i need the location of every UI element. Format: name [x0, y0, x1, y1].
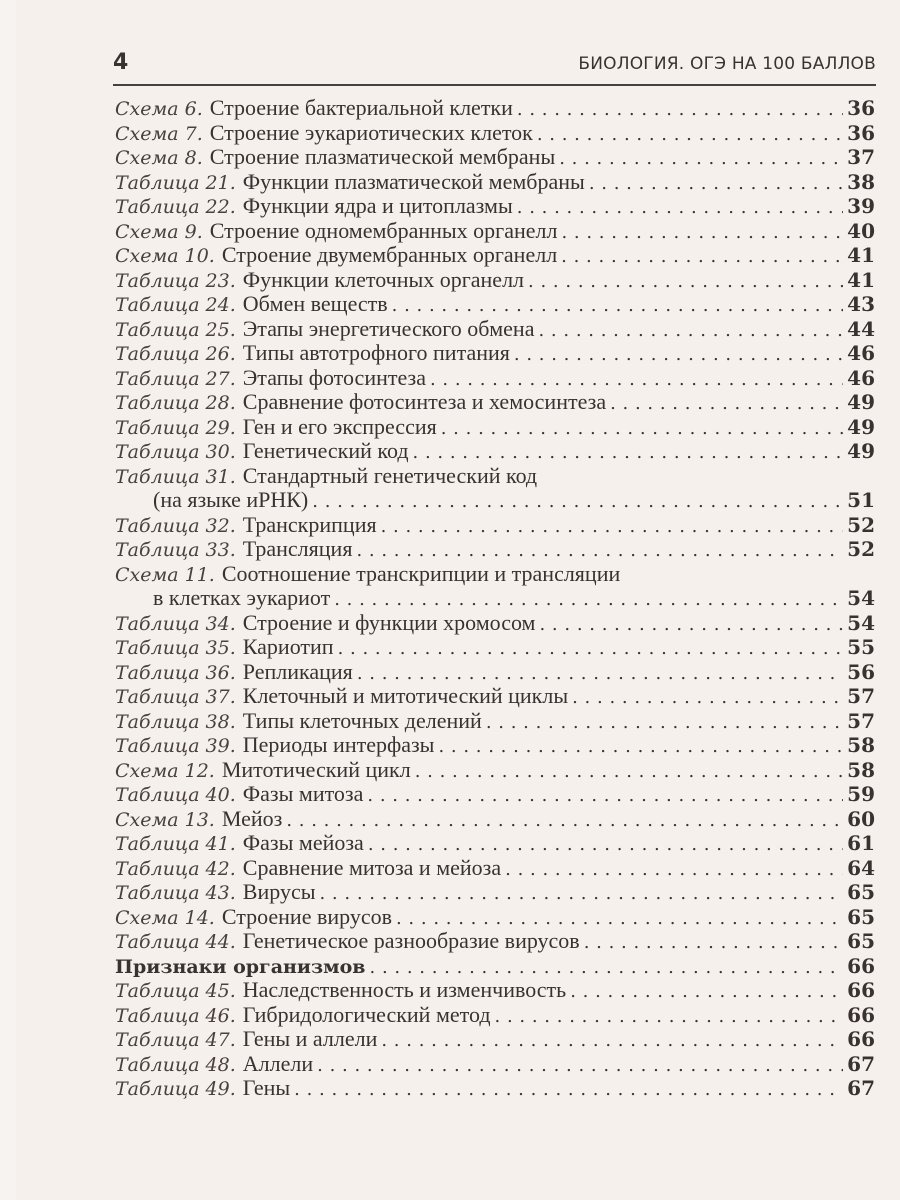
toc-entry[interactable]: [115, 121, 875, 146]
toc-page-number: 40: [847, 218, 875, 243]
toc-entry[interactable]: [115, 905, 875, 930]
dot-leader: [517, 98, 843, 123]
toc-page-number: 46: [847, 341, 875, 365]
toc-entry-kind: Таблица 43.: [115, 882, 236, 904]
toc-entry[interactable]: [115, 96, 875, 121]
dot-leader: [338, 637, 844, 662]
toc-entry-kind: Таблица 44.: [115, 931, 236, 953]
toc-entry-kind: Таблица 25.: [115, 318, 236, 341]
dot-leader: [413, 441, 844, 466]
dot-leader: [438, 735, 843, 760]
toc-entry-kind: Схема 12.: [115, 759, 215, 782]
dot-leader: [538, 319, 843, 344]
dot-leader: [356, 539, 843, 564]
toc-page-number: 58: [847, 757, 875, 782]
toc-entry-kind: Схема 10.: [115, 245, 215, 267]
toc-entry-title: Гибридологический метод: [242, 1001, 491, 1027]
toc-entry-kind: Таблица 33.: [115, 539, 236, 561]
toc-entry[interactable]: [115, 684, 875, 709]
toc-page-number: 37: [847, 145, 875, 169]
toc-entry-title: Этапы энергетического обмена: [242, 315, 535, 341]
toc-entry[interactable]: [115, 611, 875, 636]
toc-entry[interactable]: [115, 880, 875, 905]
toc-entry-title: Соотношение транскрипции и трансляции: [221, 560, 621, 586]
toc-entry-kind: Таблица 29.: [115, 416, 236, 439]
toc-page-number: 59: [847, 782, 875, 806]
toc-page-number: 57: [847, 684, 875, 708]
toc-entry-kind: Таблица 34.: [115, 612, 236, 635]
toc-page-number: 67: [847, 1076, 875, 1100]
dot-leader: [441, 417, 843, 442]
toc-entry[interactable]: [115, 562, 875, 611]
dot-leader: [589, 172, 843, 197]
toc-page-number: 36: [847, 96, 875, 120]
toc-entry[interactable]: [115, 243, 875, 268]
toc-page-number: 41: [847, 267, 875, 292]
toc-entry-title: Фазы мейоза: [242, 830, 364, 855]
toc-page-number: 43: [847, 292, 875, 316]
toc-page-number: 49: [847, 414, 875, 439]
toc-entry-title: Строение вирусов: [221, 903, 392, 929]
dot-leader: [392, 294, 844, 319]
toc-entry-title: Сравнение фотосинтеза и хемосинтеза: [242, 389, 607, 414]
toc-entry-title: Митотический цикл: [221, 756, 411, 782]
toc-entry-kind: Таблица 21.: [115, 171, 236, 194]
toc-entry-kind: Таблица 39.: [115, 735, 236, 757]
toc-entry-kind: Схема 14.: [115, 906, 215, 929]
toc-entry-title: Генетическое разнообразие вирусов: [242, 928, 580, 953]
toc-page-number: 65: [847, 904, 875, 929]
toc-entry[interactable]: [115, 366, 875, 391]
toc-entry-line: [115, 464, 875, 489]
toc-entry[interactable]: [115, 782, 875, 807]
toc-entry-title: Аллели: [242, 1050, 314, 1076]
toc-page-number: 58: [847, 733, 875, 757]
dot-leader: [561, 245, 843, 270]
dot-leader: [381, 1029, 843, 1054]
toc-entry-kind: Таблица 35.: [115, 637, 236, 659]
dot-leader: [317, 1054, 843, 1079]
toc-page-number: 65: [847, 929, 875, 953]
dot-leader: [312, 490, 843, 515]
toc-entry[interactable]: [115, 145, 875, 170]
toc-page-number: 61: [847, 831, 875, 855]
toc-entry-title: Репликация: [242, 658, 353, 684]
toc-entry[interactable]: [115, 1027, 875, 1052]
toc-entry-line: [115, 562, 875, 587]
toc-entry-title: Фазы митоза: [242, 781, 364, 806]
toc-entry[interactable]: [115, 1076, 875, 1101]
toc-page-number: 66: [847, 978, 875, 1002]
toc-page-number: 41: [847, 243, 875, 267]
toc-entry-kind: Таблица 32.: [115, 514, 236, 537]
toc-entry-kind: Таблица 49.: [115, 1078, 236, 1100]
toc-entry[interactable]: [115, 733, 875, 758]
toc-page-number: 44: [847, 316, 875, 341]
toc-entry-kind: Таблица 37.: [115, 686, 236, 708]
toc-entry-title: Строение бактериальной клетки: [209, 95, 513, 120]
toc-entry-kind: Схема 11.: [115, 563, 215, 586]
dot-leader: [294, 1078, 843, 1103]
toc-entry-kind: Таблица 31.: [115, 465, 236, 488]
toc-entry-title: Периоды интерфазы: [242, 732, 435, 757]
dot-leader: [486, 711, 843, 736]
toc-entry[interactable]: [115, 341, 875, 366]
toc-entry-line-continuation: [115, 586, 875, 611]
toc-page-number: 52: [847, 512, 875, 537]
toc-entry[interactable]: [115, 758, 875, 783]
toc-entry[interactable]: [115, 709, 875, 734]
toc-entry-title: Признаки организмов: [115, 955, 366, 978]
toc-page-number: 36: [847, 120, 875, 145]
dot-leader: [517, 196, 843, 221]
dot-leader: [514, 343, 843, 368]
toc-entry-kind: Таблица 48.: [115, 1053, 236, 1076]
dot-leader: [610, 392, 843, 417]
dot-leader: [368, 833, 843, 858]
toc-entry[interactable]: [115, 219, 875, 244]
toc-entry-kind: Схема 9.: [115, 220, 203, 243]
toc-entry[interactable]: [115, 978, 875, 1003]
toc-entry-kind: Таблица 24.: [115, 294, 236, 316]
toc-page-number: 56: [847, 659, 875, 684]
toc-entry-title: Генетический код: [242, 438, 409, 463]
toc-entry[interactable]: [115, 268, 875, 293]
toc-page-number: 67: [847, 1051, 875, 1076]
dot-leader: [559, 147, 843, 172]
table-of-contents: [115, 96, 875, 1101]
toc-entry[interactable]: [115, 439, 875, 464]
header-rule: [113, 84, 876, 86]
toc-entry[interactable]: [115, 807, 875, 832]
dot-leader: [415, 760, 843, 785]
toc-entry-title-continuation: (на языке иРНК): [153, 487, 309, 512]
toc-entry-kind: Таблица 30.: [115, 441, 236, 463]
toc-page-number: 64: [847, 855, 875, 880]
toc-entry-title: Наследственность и изменчивость: [242, 977, 567, 1002]
toc-entry-line-continuation: [115, 488, 875, 513]
dot-leader: [572, 686, 843, 711]
dot-leader: [319, 882, 843, 907]
toc-entry-kind: Таблица 27.: [115, 367, 236, 390]
toc-page-number: 46: [847, 365, 875, 390]
dot-leader: [539, 613, 843, 638]
toc-entry[interactable]: [115, 856, 875, 881]
toc-entry-title: Транскрипция: [242, 511, 377, 537]
toc-entry-kind: Таблица 26.: [115, 343, 236, 365]
toc-entry-title: Строение одномембранных органелл: [209, 217, 558, 243]
page-number: 4: [113, 50, 129, 75]
dot-leader: [570, 980, 843, 1005]
dot-leader: [584, 931, 843, 956]
toc-entry-kind: Таблица 28.: [115, 392, 236, 414]
toc-entry-title: Функции ядра и цитоплазмы: [242, 193, 513, 218]
toc-entry-title: Строение плазматической мембраны: [209, 144, 556, 169]
toc-entry-kind: Таблица 36.: [115, 661, 236, 684]
toc-entry-title: Трансляция: [242, 536, 353, 561]
dot-leader: [367, 784, 843, 809]
dot-leader: [505, 858, 843, 883]
toc-entry[interactable]: [115, 464, 875, 513]
toc-page-number: 54: [847, 610, 875, 635]
toc-entry-kind: Таблица 40.: [115, 784, 236, 806]
toc-entry[interactable]: [115, 929, 875, 954]
toc-entry-kind: Схема 13.: [115, 808, 215, 831]
toc-entry-kind: Таблица 23.: [115, 269, 236, 292]
toc-entry-kind: Таблица 38.: [115, 710, 236, 733]
dot-leader: [528, 270, 843, 295]
toc-entry[interactable]: [115, 1052, 875, 1077]
toc-entry-kind: Схема 7.: [115, 122, 203, 145]
toc-entry-title-continuation: в клетках эукариот: [153, 585, 331, 610]
toc-entry-title: Обмен веществ: [242, 291, 388, 316]
toc-entry-kind: Таблица 22.: [115, 196, 236, 218]
dot-leader: [334, 588, 843, 613]
toc-entry-title: Функции клеточных органелл: [242, 266, 525, 292]
toc-entry-title: Клеточный и митотический циклы: [242, 683, 569, 708]
toc-page-number: 51: [847, 488, 875, 512]
toc-entry[interactable]: [115, 660, 875, 685]
toc-entry[interactable]: [115, 537, 875, 562]
running-title: БИОЛОГИЯ. ОГЭ НА 100 БАЛЛОВ: [578, 54, 876, 74]
toc-entry[interactable]: [115, 635, 875, 660]
toc-entry[interactable]: [115, 1003, 875, 1028]
toc-entry-title: Сравнение митоза и мейоза: [242, 854, 502, 880]
toc-entry[interactable]: [115, 170, 875, 195]
toc-page-number: 38: [847, 169, 875, 194]
toc-entry-title: Гены: [242, 1075, 291, 1100]
toc-entry-title: Ген и его экспрессия: [242, 413, 437, 439]
toc-entry[interactable]: [115, 831, 875, 856]
toc-page-number: 52: [847, 537, 875, 561]
toc-entry-title: Стандартный генетический код: [242, 462, 538, 488]
toc-entry-kind: Таблица 46.: [115, 1004, 236, 1027]
toc-page-number: 66: [847, 1002, 875, 1027]
page-header: [113, 50, 876, 78]
toc-entry-title: Типы клеточных делений: [242, 707, 482, 733]
toc-entry-title: Строение и функции хромосом: [242, 609, 536, 635]
toc-entry-kind: Таблица 41.: [115, 833, 236, 855]
dot-leader: [537, 123, 843, 148]
toc-entry-title: Кариотип: [242, 634, 334, 659]
toc-entry[interactable]: [115, 194, 875, 219]
page-edge: [0, 0, 17, 1200]
toc-entry-kind: Схема 8.: [115, 147, 203, 169]
toc-entry-kind: Схема 6.: [115, 98, 203, 120]
toc-entry[interactable]: [115, 513, 875, 538]
toc-page-number: 55: [847, 635, 875, 659]
toc-entry-title: Строение двумембранных органелл: [221, 242, 558, 267]
toc-entry-title: Гены и аллели: [242, 1026, 378, 1051]
toc-page-number: 54: [847, 586, 875, 610]
toc-entry[interactable]: [115, 390, 875, 415]
toc-entry[interactable]: [115, 415, 875, 440]
toc-entry-kind: Таблица 45.: [115, 980, 236, 1002]
toc-page-number: 57: [847, 708, 875, 733]
toc-entry-title: Мейоз: [221, 805, 283, 831]
toc-page-number: 60: [847, 806, 875, 831]
toc-page-number: 49: [847, 439, 875, 463]
toc-page-number: 65: [847, 880, 875, 904]
toc-entry-title: Функции плазматической мембраны: [242, 168, 585, 194]
toc-entry[interactable]: [115, 317, 875, 342]
toc-entry-title: Этапы фотосинтеза: [242, 364, 426, 390]
toc-page-number: 49: [847, 390, 875, 414]
toc-page-number: 39: [847, 194, 875, 218]
toc-section-heading[interactable]: [115, 954, 875, 979]
toc-entry-title: Строение эукариотических клеток: [209, 119, 533, 145]
toc-entry-kind: Таблица 47.: [115, 1029, 236, 1051]
toc-entry[interactable]: [115, 292, 875, 317]
toc-page-number: 66: [847, 953, 875, 978]
toc-entry-title: Вирусы: [242, 879, 316, 904]
dot-leader: [286, 809, 843, 834]
toc-entry-title: Типы автотрофного питания: [242, 340, 510, 365]
dot-leader: [495, 1005, 844, 1030]
toc-entry-kind: Таблица 42.: [115, 857, 236, 880]
dot-leader: [381, 515, 844, 540]
toc-page-number: 66: [847, 1027, 875, 1051]
dot-leader: [561, 221, 843, 246]
